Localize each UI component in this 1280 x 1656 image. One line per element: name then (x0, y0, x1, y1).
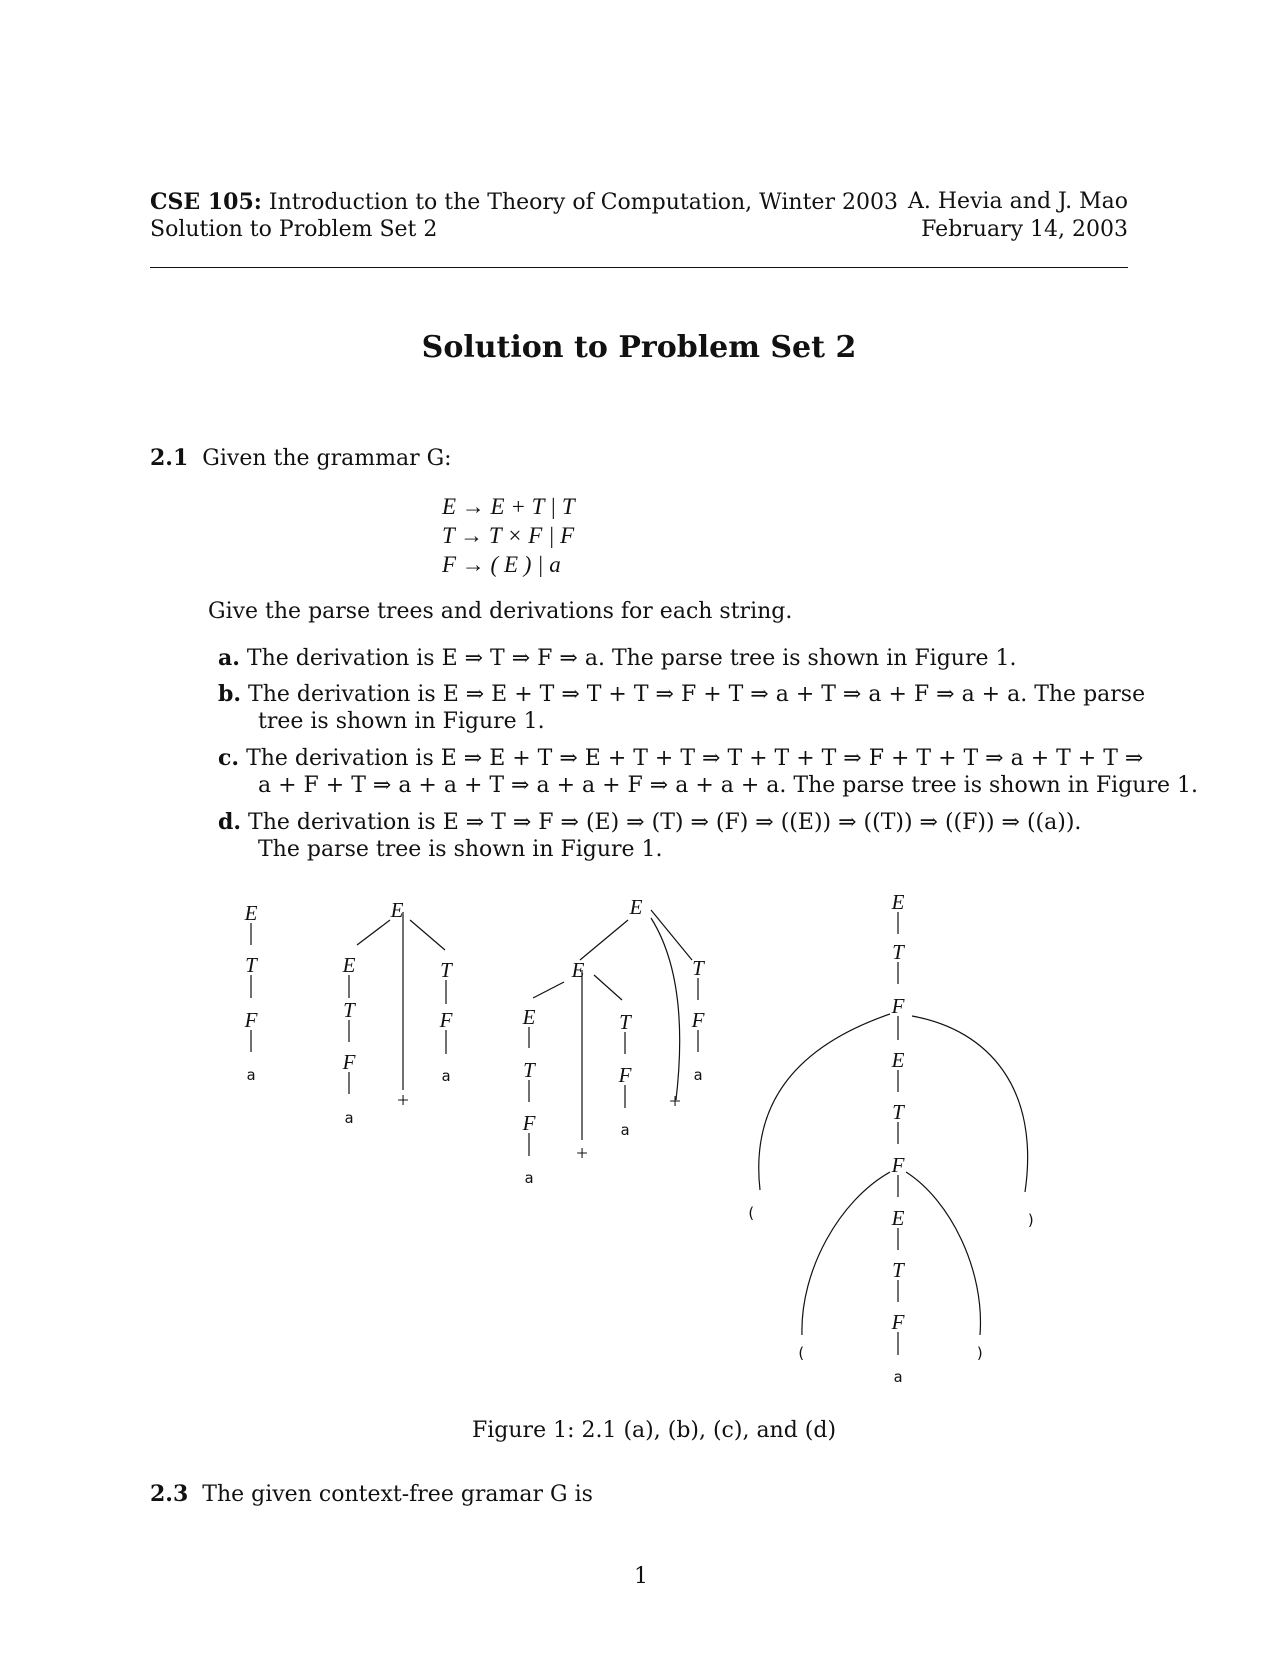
tree-b-E2: E (342, 953, 356, 977)
tree-d-T3: T (892, 1258, 904, 1282)
part-b-label: b. (218, 681, 242, 707)
part-b-line-2: tree is shown in Figure 1. (258, 709, 545, 734)
tree-b-leaf-a2: a (441, 1067, 451, 1085)
problem-2-3-text: The given context-free gramar G is (202, 1482, 593, 1507)
tree-c-E: E (629, 895, 643, 919)
tree-b-E: E (390, 898, 404, 922)
part-b-line-1: The derivation is E ⇒ E + T ⇒ T + T ⇒ F + T ⇒ a + T ⇒ a + F ⇒ a + a. The parse (248, 682, 1146, 707)
tree-c-F2: F (618, 1063, 632, 1087)
problem-number: 2.1 (150, 445, 189, 471)
tree-c-leaf-a2: a (620, 1121, 630, 1139)
tree-d-F: F (891, 994, 905, 1018)
header-date: February 14, 2003 (921, 217, 1128, 242)
part-c-line-2: a + F + T ⇒ a + a + T ⇒ a + a + F ⇒ a + a + a. The parse tree is shown in Figure 1. (258, 773, 1198, 798)
tree-b-T2: T (343, 998, 355, 1022)
tree-c-E3: E (522, 1005, 536, 1029)
problem-number-2-3: 2.3 (150, 1481, 189, 1507)
tree-d-T2: T (892, 1100, 904, 1124)
tree-d-rparen-outer: ) (1026, 1211, 1036, 1229)
tree-d-leaf-a: a (893, 1368, 903, 1386)
figure-caption: Figure 1: 2.1 (a), (b), (c), and (d) (472, 1418, 837, 1443)
tree-c-plus2: + (669, 1089, 681, 1113)
part-d-label: d. (218, 809, 242, 835)
tree-c-leaf-a1: a (524, 1169, 534, 1187)
part-d-line-2: The parse tree is shown in Figure 1. (258, 837, 663, 862)
tree-d-E: E (891, 890, 905, 914)
tree-a-T: T (245, 953, 257, 977)
tree-d-lparen-outer: ( (746, 1204, 756, 1222)
tree-d-T: T (892, 940, 904, 964)
tree-a-leaf-a: a (246, 1066, 256, 1084)
problem-intro: Given the grammar G: (202, 446, 452, 471)
grammar-rule-2: T → T × F | F (442, 523, 575, 548)
tree-d-E2: E (891, 1048, 905, 1072)
tree-b-F2: F (342, 1050, 356, 1074)
page-title: Solution to Problem Set 2 (421, 330, 857, 365)
tree-c-T2: T (619, 1010, 631, 1034)
tree-c-plus1: + (576, 1141, 588, 1165)
tree-a-F: F (244, 1008, 258, 1032)
course-code: CSE 105: (150, 189, 262, 215)
header-subtitle: Solution to Problem Set 2 (150, 217, 438, 242)
tree-d-F3: F (891, 1310, 905, 1334)
tree-c-F3: F (522, 1111, 536, 1135)
tree-b-T: T (440, 958, 452, 982)
tree-c-T3: T (523, 1058, 535, 1082)
tree-c-E2: E (571, 958, 585, 982)
problem-instruction: Give the parse trees and derivations for each string. (208, 599, 793, 624)
header-authors: A. Hevia and J. Mao (908, 189, 1128, 214)
tree-c-F: F (691, 1008, 705, 1032)
tree-b-leaf-a1: a (344, 1109, 354, 1127)
course-title: Introduction to the Theory of Computation, Winter 2003 (268, 190, 898, 215)
tree-b-plus: + (397, 1088, 409, 1112)
tree-d-F2: F (891, 1153, 905, 1177)
tree-d-lparen-inner: ( (796, 1344, 806, 1362)
tree-a-E: E (244, 901, 258, 925)
tree-c-leaf-a3: a (693, 1066, 703, 1084)
part-c-label: c. (218, 745, 240, 771)
part-d-line-1: The derivation is E ⇒ T ⇒ F ⇒ (E) ⇒ (T) ⇒ (F) ⇒ ((E)) ⇒ ((T)) ⇒ ((F)) ⇒ ((a)). (248, 810, 1082, 835)
part-a-label: a. (218, 645, 240, 671)
problem-2-3 (150, 1480, 593, 1509)
tree-c-T: T (692, 956, 704, 980)
part-c-line-1: The derivation is E ⇒ E + T ⇒ E + T + T ⇒ T + T + T ⇒ F + T + T ⇒ a + T + T ⇒ (246, 746, 1144, 771)
tree-b-F: F (439, 1008, 453, 1032)
grammar-rule-1: E → E + T | T (442, 494, 575, 519)
tree-d-E3: E (891, 1206, 905, 1230)
page-number: 1 (634, 1564, 648, 1589)
part-a-line-1: The derivation is E ⇒ T ⇒ F ⇒ a. The parse tree is shown in Figure 1. (246, 646, 1017, 671)
grammar-rule-3: F → ( E ) | a (442, 552, 561, 577)
tree-d-rparen-inner: ) (975, 1344, 985, 1362)
